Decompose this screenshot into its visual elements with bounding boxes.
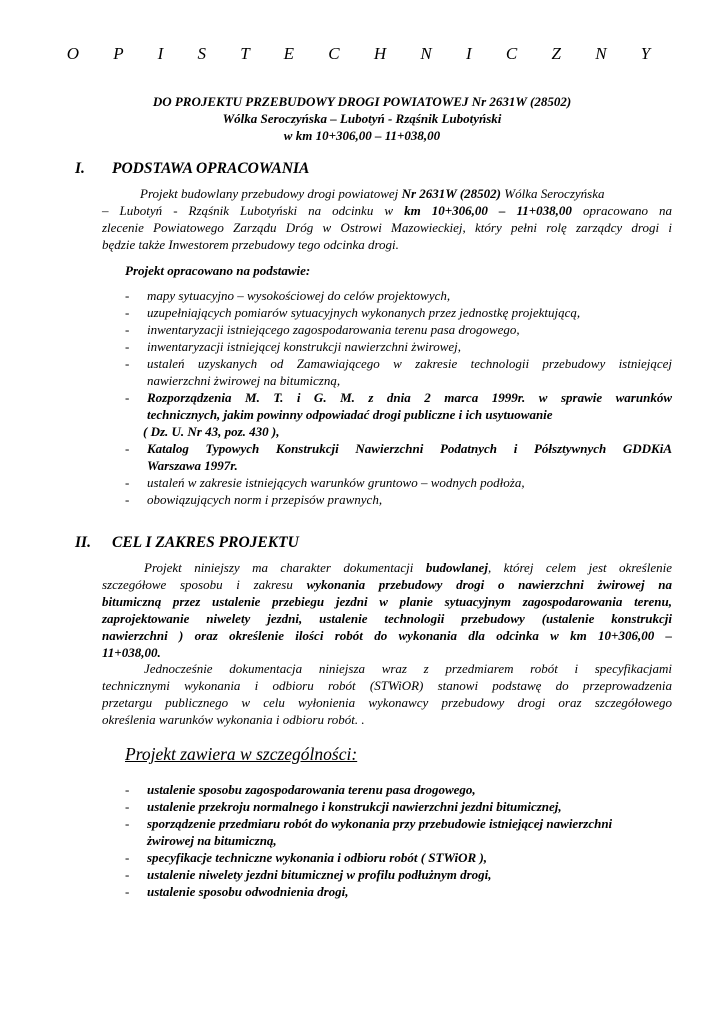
paragraph-emphasis: nawierzchni ) oraz określenie ilości robót do wykonania dla odcinka w km 10+306,00 – [102, 627, 672, 643]
paragraph-emphasis: 11+038,00. [102, 644, 161, 660]
subtitle-line-3: w km 10+306,00 – 11+038,00 [283, 128, 441, 143]
list-marker: - [125, 339, 130, 354]
paragraph-text: Projekt niniejszy ma charakter dokumentacji [144, 560, 426, 575]
list-item-line: sporządzenie przedmiaru robót do wykonania przy przebudowie istniejącej nawierzchni [147, 816, 613, 831]
paragraph-text: określenia warunków wykonania i odbioru robót. . [102, 711, 365, 727]
list-item-line: Katalog Typowych Konstrukcji Nawierzchni Podatnych i Półsztywnych GDDKiA [147, 441, 672, 456]
list-item [147, 356, 672, 390]
list-item: ustalenie sposobu zagospodarowania terenu pasa drogowego, [147, 782, 476, 797]
section-2-paragraph-1 [102, 560, 672, 661]
list-marker: - [125, 475, 130, 490]
section-1-heading: PODSTAWA OPRACOWANIA [112, 160, 310, 177]
list-marker: - [125, 322, 130, 337]
section-1-number: I. [75, 160, 85, 177]
document-title: O P I S T E C H N I C Z N Y [66, 44, 658, 63]
intro-text: Wólka Seroczyńska [501, 186, 605, 201]
km-range: km 10+306,00 – 11+038,00 [404, 202, 572, 218]
regulation-reference: ( Dz. U. Nr 43, poz. 430 ), [143, 424, 280, 439]
list-marker: - [125, 288, 130, 303]
contains-heading: Projekt zawiera w szczególności: [125, 744, 358, 764]
list-marker: - [125, 850, 130, 865]
list-item-line: nawierzchni żwirowej na bitumiczną, [147, 372, 341, 388]
intro-text: zlecenie Powiatowego Zarządu Dróg w Ostrowi Mazowieckiej, który pełni rolę zarządcy drogi i [102, 219, 672, 235]
list-marker: - [125, 390, 130, 405]
list-item: uzupełniających pomiarów sytuacyjnych wykonanych przez jednostkę projektującą, [147, 305, 581, 320]
paragraph-text: szczegółowe sposobu i zakresu [102, 576, 307, 592]
list-item: ustaleń w zakresie istniejących warunków gruntowo – wodnych podłoża, [147, 475, 525, 490]
list-item-line: ustaleń uzyskanych od Zamawiającego w zakresie technologii przebudowy istniejącej [147, 356, 672, 371]
list-marker: - [125, 492, 130, 507]
paragraph-text: Jednocześnie dokumentacja niniejsza wraz z przedmiarem robót i specyfikacjami [144, 661, 672, 676]
list-item-line: Warszawa 1997r. [147, 457, 238, 473]
intro-text: Projekt budowlany przebudowy drogi powiatowej [140, 186, 402, 201]
list-item: ustalenie przekroju normalnego i konstrukcji nawierzchni jezdni bitumicznej, [147, 799, 562, 814]
list-item: inwentaryzacji istniejącego zagospodarowania terenu pasa drogowego, [147, 322, 520, 337]
subtitle-line-1: DO PROJEKTU PRZEBUDOWY DROGI POWIATOWEJ Nr 2631W (28502) [152, 94, 572, 109]
list-item: mapy sytuacyjno – wysokościowej do celów projektowych, [147, 288, 451, 303]
subtitle-line-2: Wólka Seroczyńska – Lubotyń - Rząśnik Lubotyński [222, 111, 502, 126]
section-2-paragraph-2 [102, 661, 672, 729]
list-item [147, 816, 672, 850]
paragraph-emphasis: wykonania przebudowy drogi o nawierzchni żwirowej na [306, 576, 672, 592]
road-number: Nr 2631W (28502) [401, 186, 501, 201]
intro-text: będzie także Inwestorem przebudowy tego odcinka drogi. [102, 236, 399, 252]
section-1-intro [102, 186, 672, 254]
basis-heading: Projekt opracowano na podstawie: [125, 263, 311, 278]
list-marker: - [125, 867, 130, 882]
list-item-line: żwirowej na bitumiczną, [147, 832, 277, 848]
list-item: inwentaryzacji istniejącej konstrukcji nawierzchni żwirowej, [147, 339, 462, 354]
list-item: obowiązujących norm i przepisów prawnych, [147, 492, 383, 507]
intro-text: – Lubotyń - Rząśnik Lubotyński na odcinku w [102, 202, 405, 218]
list-marker: - [125, 884, 130, 899]
list-marker: - [125, 356, 130, 371]
paragraph-emphasis: budowlanej [425, 560, 488, 575]
paragraph-text: technicznymi wykonania i odbioru robót (STWiOR) stanowi podstawę do przeprowadzenia [102, 677, 672, 693]
paragraph-text: , której celem jest określenie [487, 560, 672, 575]
list-item-line: technicznych, jakim powinny odpowiadać drogi publiczne i ich usytuowanie [147, 406, 553, 422]
list-item-catalog [147, 441, 672, 475]
paragraph-text: przetargu publicznego w celu wyłonienia wykonawcy przebudowy drogi oraz szczegółowego [102, 694, 672, 710]
list-marker: - [125, 782, 130, 797]
list-item: ustalenie niwelety jezdni bitumicznej w profilu podłużnym drogi, [147, 867, 492, 882]
list-marker: - [125, 799, 130, 814]
section-2-heading: CEL I ZAKRES PROJEKTU [112, 534, 299, 551]
list-marker: - [125, 441, 130, 456]
intro-text: opracowano na [571, 202, 673, 218]
section-2-number: II. [75, 534, 91, 551]
list-item: ustalenie sposobu odwodnienia drogi, [147, 884, 349, 899]
paragraph-emphasis: bitumiczną przez ustalenie przebiegu jezdni w planie sytuacyjnym zagospodarowania terenu, [102, 593, 672, 609]
list-marker: - [125, 816, 130, 831]
list-item-regulation [147, 390, 672, 424]
list-marker: - [125, 305, 130, 320]
list-item-line: Rozporządzenia M. T. i G. M. z dnia 2 marca 1999r. w sprawie warunków [147, 390, 672, 405]
paragraph-emphasis: zaprojektowanie niwelety jezdni, ustalenie technologii przebudowy (ustalenie konstrukcji [102, 610, 672, 626]
list-item: specyfikacje techniczne wykonania i odbioru robót ( STWiOR ), [147, 850, 488, 865]
